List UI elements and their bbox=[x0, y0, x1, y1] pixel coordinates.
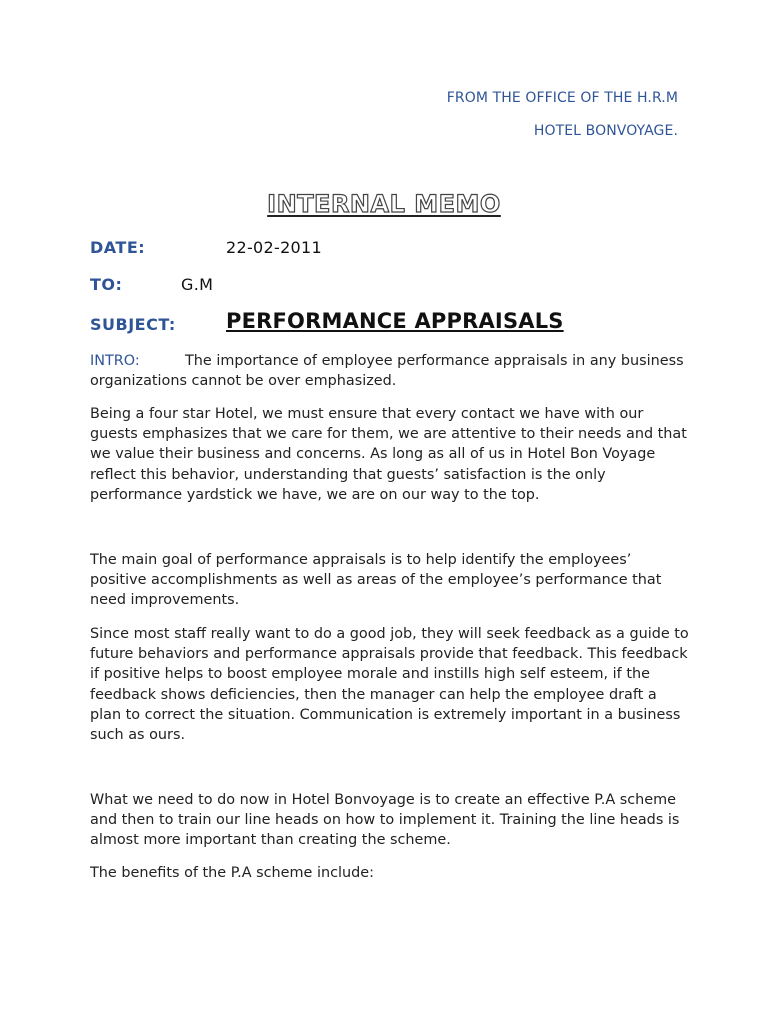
paragraph-feedback: Since most staff really want to do a good job, they will seek feedback as a guide to future behaviors and performance appraisals provide that feedback. This feedback if positive helps to boost employee morale and instills high self esteem, if the feedback shows deficiencies, then the manager can help the employee draft a plan to correct the situation. Communication is extremely important in a business such as ours. bbox=[90, 626, 689, 744]
paragraph-next-steps: What we need to do now in Hotel Bonvoyage is to create an effective P.A scheme and then to train our line heads on how to implement it. Training the line heads is almost more important than creating the scheme. bbox=[90, 792, 680, 849]
paragraph-main-goal: The main goal of performance appraisals is to help identify the employees’ positive accomplishments as well as areas of the employee’s performance that need improvements. bbox=[90, 552, 662, 609]
to-value: G.M bbox=[181, 275, 214, 294]
date-label: DATE: bbox=[90, 238, 146, 257]
intro-text: The importance of employee performance appraisals in any business organizations cannot be over emphasized. bbox=[90, 353, 684, 390]
intro-label: INTRO: bbox=[90, 353, 140, 369]
header-hotel-line: HOTEL BONVOYAGE. bbox=[533, 123, 678, 139]
subject-label: SUBJECT: bbox=[90, 315, 176, 334]
paragraph-hotel-standards: Being a four star Hotel, we must ensure that every contact we have with our guests emphasizes that we care for them, we are attentive to their needs and that we value their business and concerns. As long as all of us in Hotel Bon Voyage reflect this behavior, understanding that guests’ satisfaction is the only performance yardstick we have, we are on our way to the top. bbox=[90, 406, 687, 503]
subject-value: PERFORMANCE APPRAISALS bbox=[226, 309, 564, 333]
memo-title: INTERNAL MEMO bbox=[267, 190, 501, 218]
date-value: 22-02-2011 bbox=[226, 238, 322, 257]
intro-paragraph bbox=[90, 351, 690, 391]
to-label: TO: bbox=[90, 275, 123, 294]
paragraph-benefits-intro: The benefits of the P.A scheme include: bbox=[90, 865, 374, 881]
header-office-line: FROM THE OFFICE OF THE H.R.M bbox=[446, 90, 678, 106]
